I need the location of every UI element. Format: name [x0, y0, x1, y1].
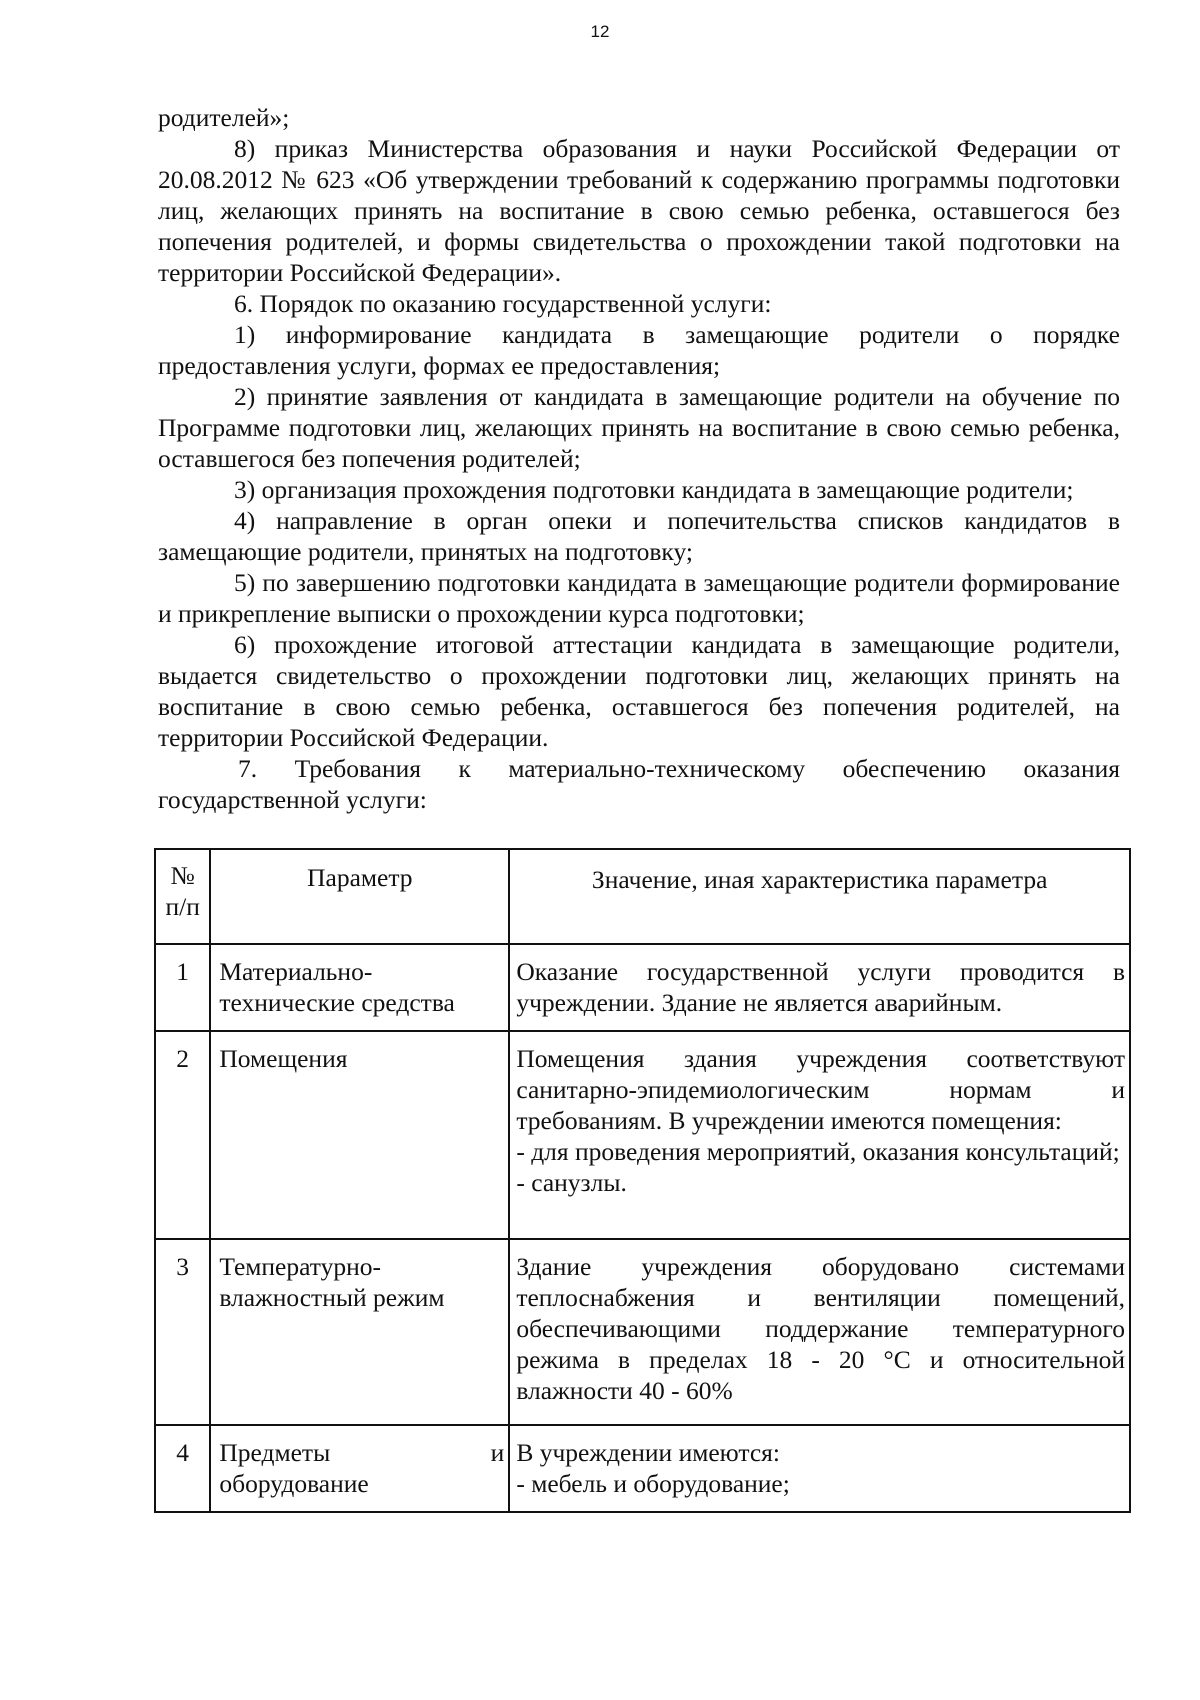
- row-value: [509, 1031, 1130, 1239]
- row-value: [509, 1425, 1130, 1512]
- row-value: Здание учреждения оборудовано системами теплоснабжения и вентиляции помещений, обеспечивающими поддержание температурного режима в пределах 18 - 20 °С и относительной влажности 40 - 60%: [509, 1239, 1130, 1425]
- row-param: [210, 1425, 509, 1512]
- param-line: Температурно-: [219, 1252, 381, 1281]
- header-num-abbr: п/п: [165, 892, 200, 921]
- header-num: [155, 849, 210, 944]
- param-line: Помещения: [219, 1044, 348, 1073]
- header-value: Значение, иная характеристика параметра: [509, 849, 1130, 944]
- param-line: оборудование: [219, 1469, 369, 1498]
- value-line: Помещения здания учреждения соответствуют санитарно-эпидемиологическим нормам и требованиям. В учреждении имеются помещения:: [516, 1044, 1125, 1135]
- row-param: [210, 1031, 509, 1239]
- table-row: [155, 1031, 1130, 1239]
- table-row: [155, 944, 1130, 1031]
- requirements-table: [154, 848, 1131, 1513]
- value-line: - санузлы.: [516, 1168, 627, 1197]
- paragraph: 2) принятие заявления от кандидата в замещающие родители на обучение по Программе подготовки лиц, желающих принять на воспитание в свою семью ребенка, оставшегося без попечения родителей;: [158, 382, 1120, 473]
- table-row: [155, 1239, 1130, 1425]
- paragraph: 8) приказ Министерства образования и науки Российской Федерации от 20.08.2012 № 623 «Об утверждении требований к содержанию программы подготовки лиц, желающих принять на воспитание в свою семью ребенка, оставшегося без попечения родителей, и формы свидетельства о прохождении такой подготовки на территории Российской Федерации».: [158, 134, 1120, 287]
- row-number: 1: [155, 944, 210, 1031]
- value-line: - мебель и оборудование;: [516, 1469, 790, 1498]
- paragraph: 6) прохождение итоговой аттестации кандидата в замещающие родители, выдается свидетельство о прохождении подготовки лиц, желающих принять на воспитание в свою семью ребенка, оставшегося без попечения родителей, на территории Российской Федерации.: [158, 630, 1120, 752]
- row-param: [210, 944, 509, 1031]
- paragraph: 4) направление в орган опеки и попечительства списков кандидатов в замещающие родители, принятых на подготовку;: [158, 506, 1120, 566]
- row-param: [210, 1239, 509, 1425]
- row-number: 4: [155, 1425, 210, 1512]
- paragraph: 3) организация прохождения подготовки кандидата в замещающие родители;: [234, 475, 1074, 504]
- table-header-row: [155, 849, 1130, 944]
- paragraph: 7. Требования к материально-техническому обеспечению оказания государственной услуги:: [158, 754, 1120, 814]
- param-line: Предметы и: [219, 1438, 505, 1467]
- paragraph: 6. Порядок по оказанию государственной услуги:: [234, 289, 772, 318]
- param-line: технические средства: [219, 988, 455, 1017]
- page-number: 12: [590, 22, 610, 41]
- table-row: [155, 1425, 1130, 1512]
- paragraph: 1) информирование кандидата в замещающие родители о порядке предоставления услуги, формах ее предоставления;: [158, 320, 1120, 380]
- row-value: Оказание государственной услуги проводится в учреждении. Здание не является аварийным.: [509, 944, 1130, 1031]
- header-num-symbol: №: [170, 861, 195, 890]
- value-line: В учреждении имеются:: [516, 1438, 780, 1467]
- document-body: [158, 102, 1120, 815]
- header-param: Параметр: [210, 849, 509, 944]
- param-line: Материально-: [219, 957, 373, 986]
- row-number: 3: [155, 1239, 210, 1425]
- param-line: влажностный режим: [219, 1283, 445, 1312]
- row-number: 2: [155, 1031, 210, 1239]
- paragraph: родителей»;: [158, 103, 290, 132]
- paragraph: 5) по завершению подготовки кандидата в замещающие родители формирование и прикрепление выписки о прохождении курса подготовки;: [158, 568, 1120, 628]
- value-line: - для проведения мероприятий, оказания консультаций;: [516, 1137, 1120, 1166]
